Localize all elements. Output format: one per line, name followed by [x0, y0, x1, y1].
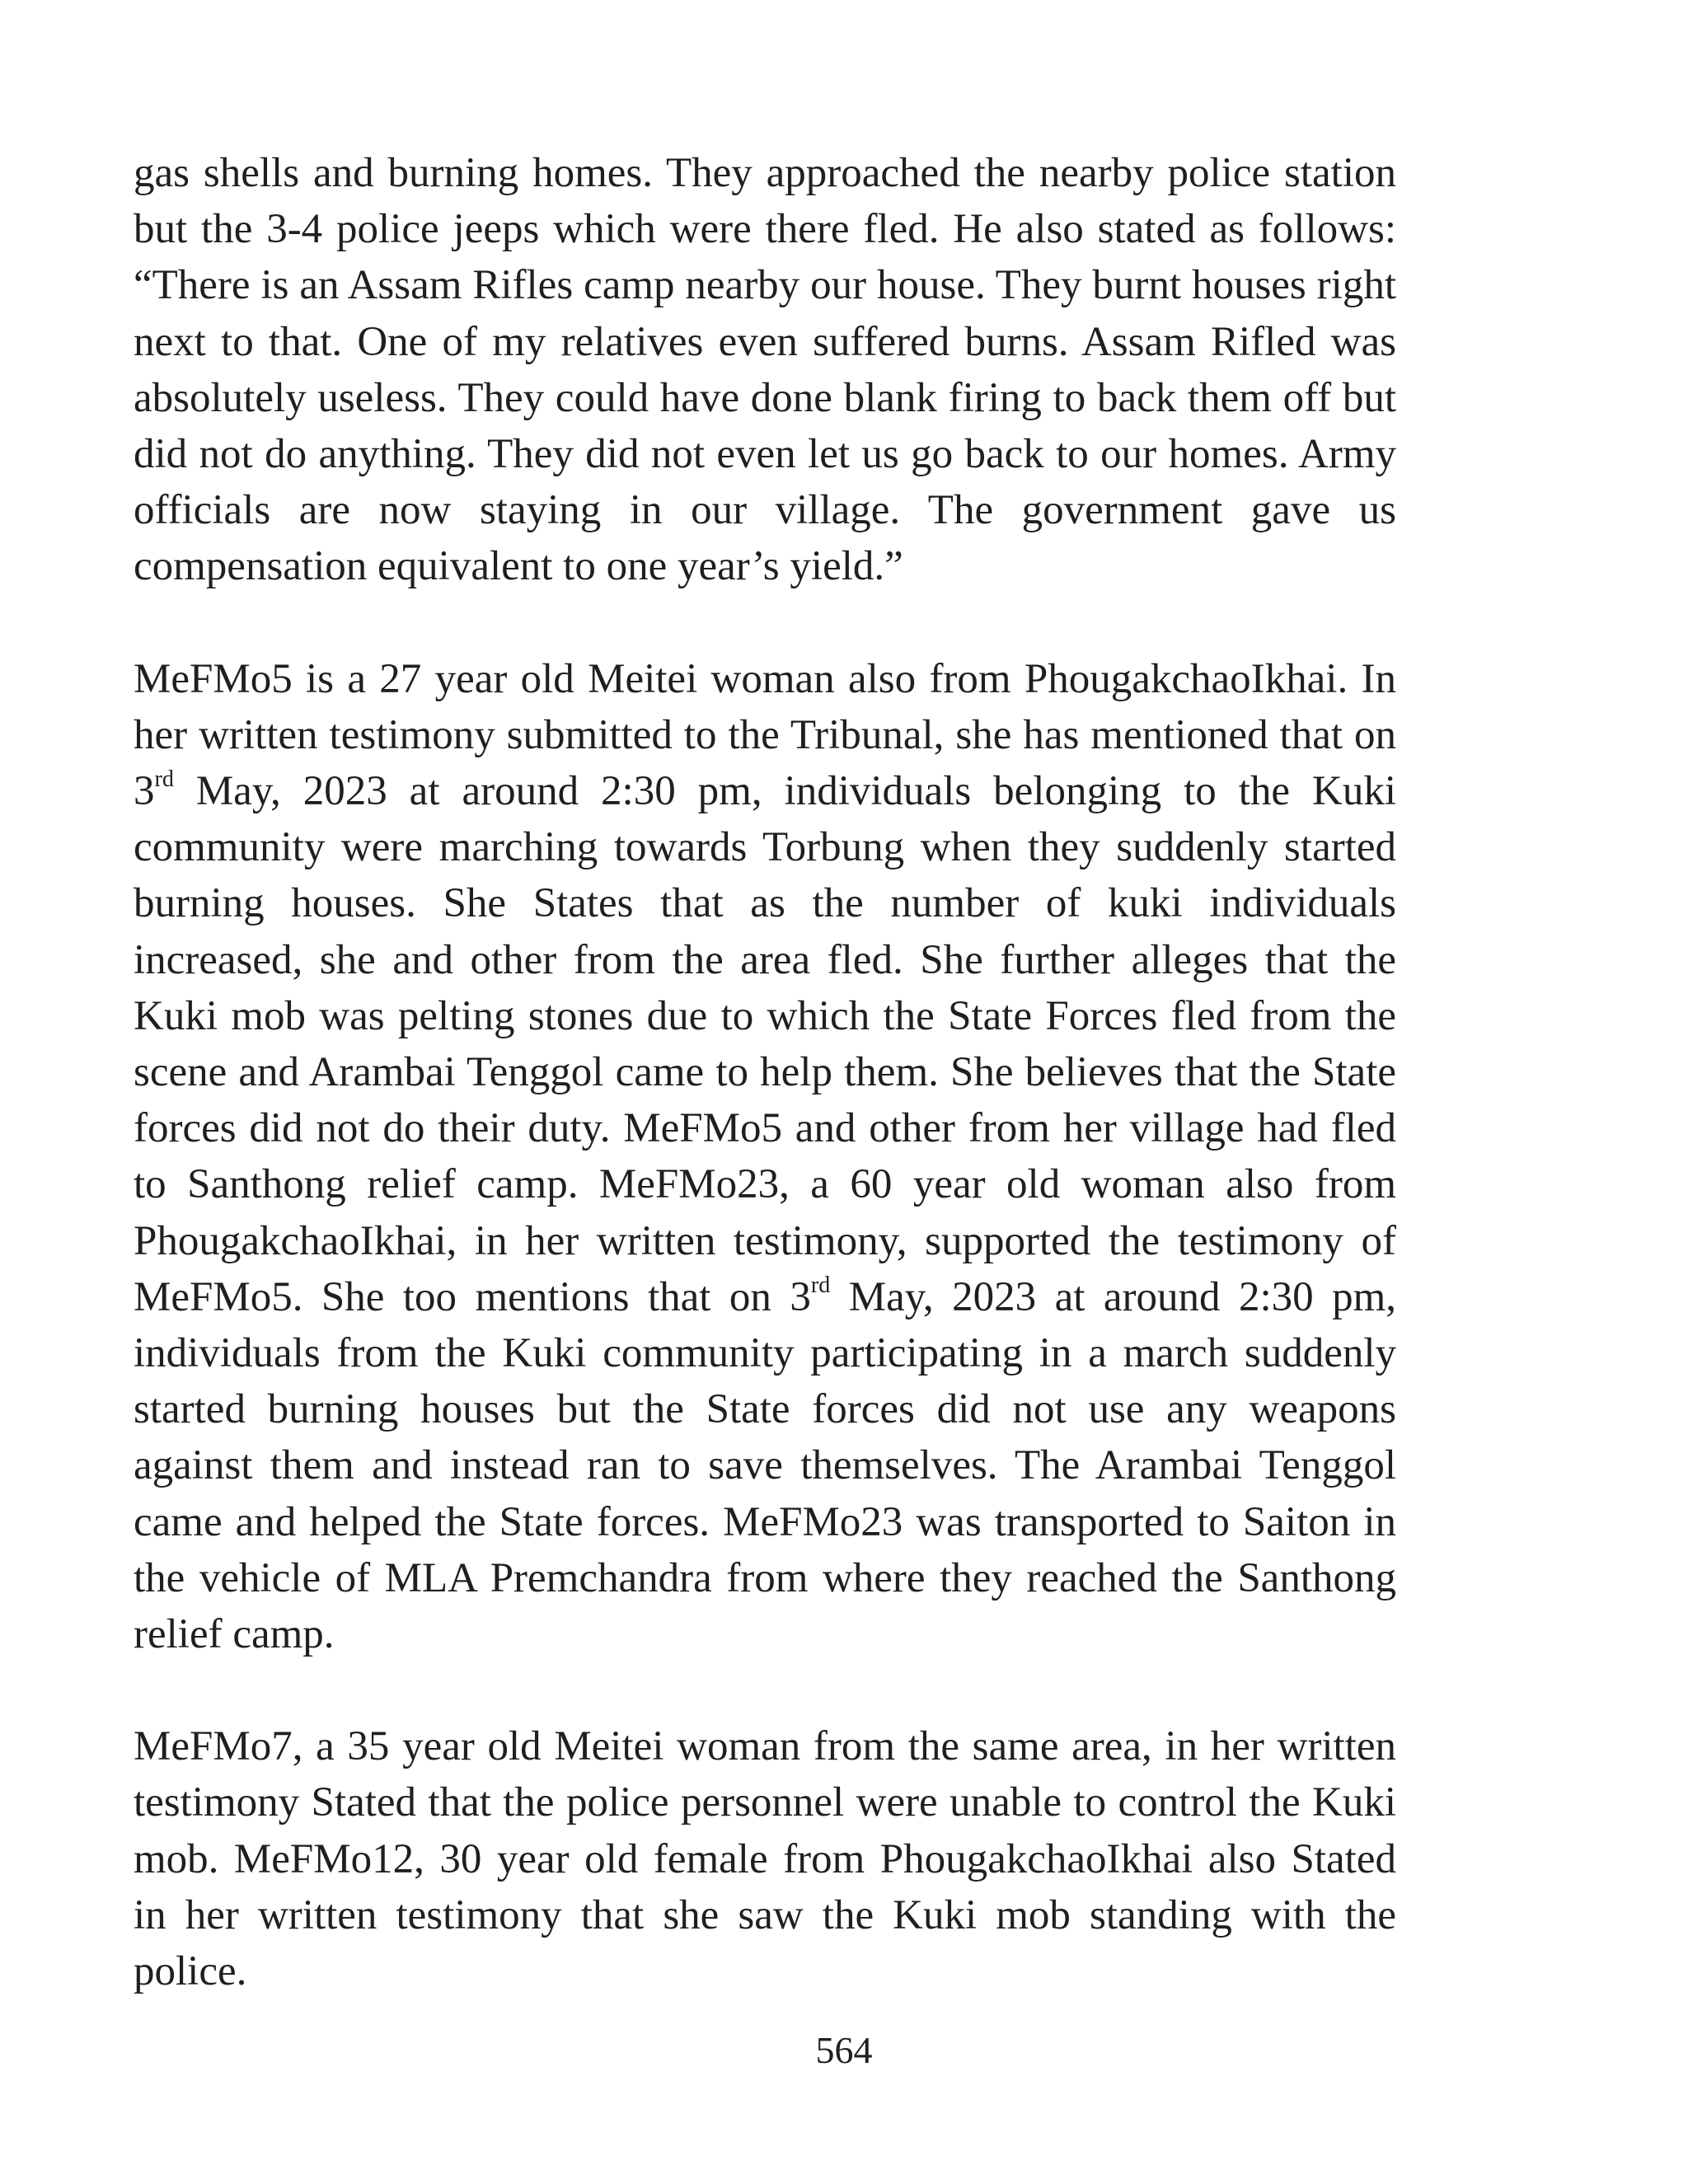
paragraph-text: MeFMo7, a 35 year old Meitei woman from the same area, in her written testimony Stated that the police personnel were unable to control the Kuki mob. MeFMo12, 30 year old female from PhougakchaoIkhai also Stated in her written testimony that she saw the Kuki mob standing with the police. [134, 1723, 1396, 1995]
paragraph-text: gas shells and burning homes. They approached the nearby police station but the 3-4 police jeeps which were there fled. He also stated as follows: “There is an Assam Rifles camp nearby our house. They burnt houses right next to that. One of my relatives even suffered burns. Assam Rifled was absolutely useless. They could have done blank firing to back them off but did not do anything. They did not even let us go back to our homes. Army officials are now staying in our village. The government gave us compensation equivalent to one year’s yield.” [134, 150, 1396, 590]
page-number: 564 [815, 2029, 873, 2071]
ordinal-superscript: rd [154, 766, 174, 792]
paragraph-2 [134, 651, 1396, 1663]
paragraph-3 [134, 1718, 1396, 1999]
paragraph-text: MeFMo5 is a 27 year old Meitei woman also from PhougakchaoIkhai. In her written testimony submitted to the Tribunal, she has mentioned that on 3 [134, 655, 1396, 815]
paragraph-text: May, 2023 at around 2:30 pm, individuals from the Kuki community participating in a march suddenly started burning houses but the State forces did not use any weapons against them and instead ran to save themselves. The Arambai Tenggol came and helped the State forces. MeFMo23 was transported to Saiton in the vehicle of MLA Premchandra from where they reached the Santhong relief camp. [134, 1273, 1396, 1658]
paragraph-text: May, 2023 at around 2:30 pm, individuals belonging to the Kuki community were marching towards Torbung when they suddenly started burning houses. She States that as the number of kuki individuals increased, she and other from the area fled. She further alleges that the Kuki mob was pelting stones due to which the State Forces fled from the scene and Arambai Tenggol came to help them. She believes that the State forces did not do their duty. MeFMo5 and other from her village had fled to Santhong relief camp. MeFMo23, a 60 year old woman also from PhougakchaoIkhai, in her written testimony, supported the testimony of MeFMo5. She too mentions that on 3 [134, 768, 1396, 1320]
ordinal-superscript: rd [810, 1272, 831, 1298]
page-body [134, 145, 1396, 1999]
paragraph-1 [134, 145, 1396, 595]
